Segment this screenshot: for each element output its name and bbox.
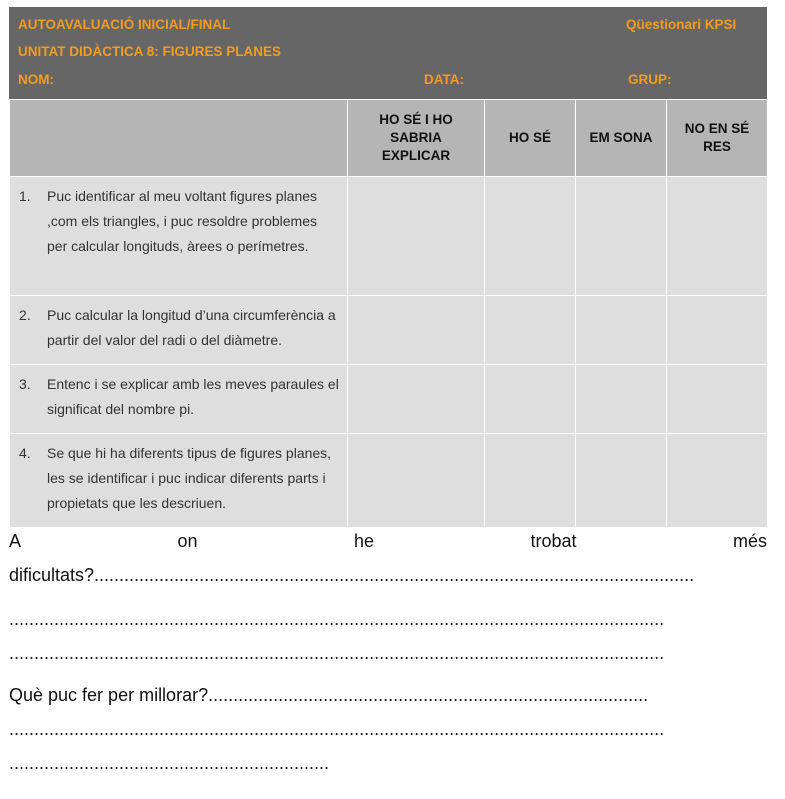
row-3-cell-familiar[interactable] — [576, 365, 667, 434]
header-nom: NOM: — [18, 72, 54, 87]
row-2-cell-know[interactable] — [485, 296, 576, 365]
row-3-cell-explain[interactable] — [348, 365, 485, 434]
question1-line3[interactable]: ................................................................................................................................... — [9, 609, 665, 629]
q1-word: A — [9, 531, 22, 551]
question1-line4[interactable]: ................................................................................................................................... — [9, 643, 665, 663]
q1-word: on — [177, 531, 198, 551]
header-unit: UNITAT DIDÀCTICA 8: FIGURES PLANES — [18, 44, 281, 59]
question2-line2[interactable]: ................................................................................................................................... — [9, 719, 665, 739]
row-4-statement: 4. Se que hi ha diferents tipus de figures planes, les se identificar i puc indicar diferents parts i propietats que les descriuen. — [10, 434, 348, 528]
row-2-statement: 2. Puc calcular la longitud d’una circumferència a partir del valor del radi o del diàmetre. — [10, 296, 348, 365]
kpsi-table — [9, 99, 768, 528]
table-header-row — [10, 100, 768, 177]
col-header-familiar: EM SONA — [576, 100, 667, 177]
question2-line3[interactable]: ................................................................ — [9, 753, 330, 773]
row-1-statement: 1. Puc identificar al meu voltant figures planes ,com els triangles, i puc resoldre problemes per calcular longituds, àrees o perímetres. — [10, 177, 348, 296]
col-header-dont-know: NO EN SÉ RES — [667, 100, 768, 177]
row-3-cell-dont-know[interactable] — [667, 365, 768, 434]
row-3-cell-know[interactable] — [485, 365, 576, 434]
col-header-explain: HO SÉ I HO SABRIA EXPLICAR — [348, 100, 485, 177]
question2-line1[interactable]: Què puc fer per millorar?........................................................................................ — [9, 685, 649, 705]
row-1-cell-dont-know[interactable] — [667, 177, 768, 296]
table-row — [10, 177, 768, 296]
row-1-cell-know[interactable] — [485, 177, 576, 296]
table-row — [10, 365, 768, 434]
row-2-cell-dont-know[interactable] — [667, 296, 768, 365]
row-4-cell-familiar[interactable] — [576, 434, 667, 528]
row-3-statement: 3. Entenc i se explicar amb les meves paraules el significat del nombre pi. — [10, 365, 348, 434]
col-header-know: HO SÉ — [485, 100, 576, 177]
row-4-cell-explain[interactable] — [348, 434, 485, 528]
question1-line2[interactable]: dificultats?........................................................................................................................ — [9, 565, 695, 585]
header-title: AUTOAVALUACIÓ INICIAL/FINAL — [18, 17, 231, 32]
row-2-cell-familiar[interactable] — [576, 296, 667, 365]
row-1-cell-explain[interactable] — [348, 177, 485, 296]
question1-line1 — [9, 531, 767, 552]
header-empty-cell — [10, 100, 348, 177]
q1-word: trobat — [530, 531, 577, 551]
row-4-cell-know[interactable] — [485, 434, 576, 528]
header-grup: GRUP: — [628, 72, 672, 87]
q1-word: més — [732, 531, 767, 551]
header-band — [9, 7, 767, 99]
kpsi-sheet — [9, 7, 767, 528]
row-1-cell-familiar[interactable] — [576, 177, 667, 296]
table-row — [10, 296, 768, 365]
row-2-cell-explain[interactable] — [348, 296, 485, 365]
q1-word: he — [353, 531, 375, 551]
row-4-cell-dont-know[interactable] — [667, 434, 768, 528]
header-data: DATA: — [424, 72, 464, 87]
table-row — [10, 434, 768, 528]
header-kpsi: Qüestionari KPSI — [626, 17, 737, 32]
